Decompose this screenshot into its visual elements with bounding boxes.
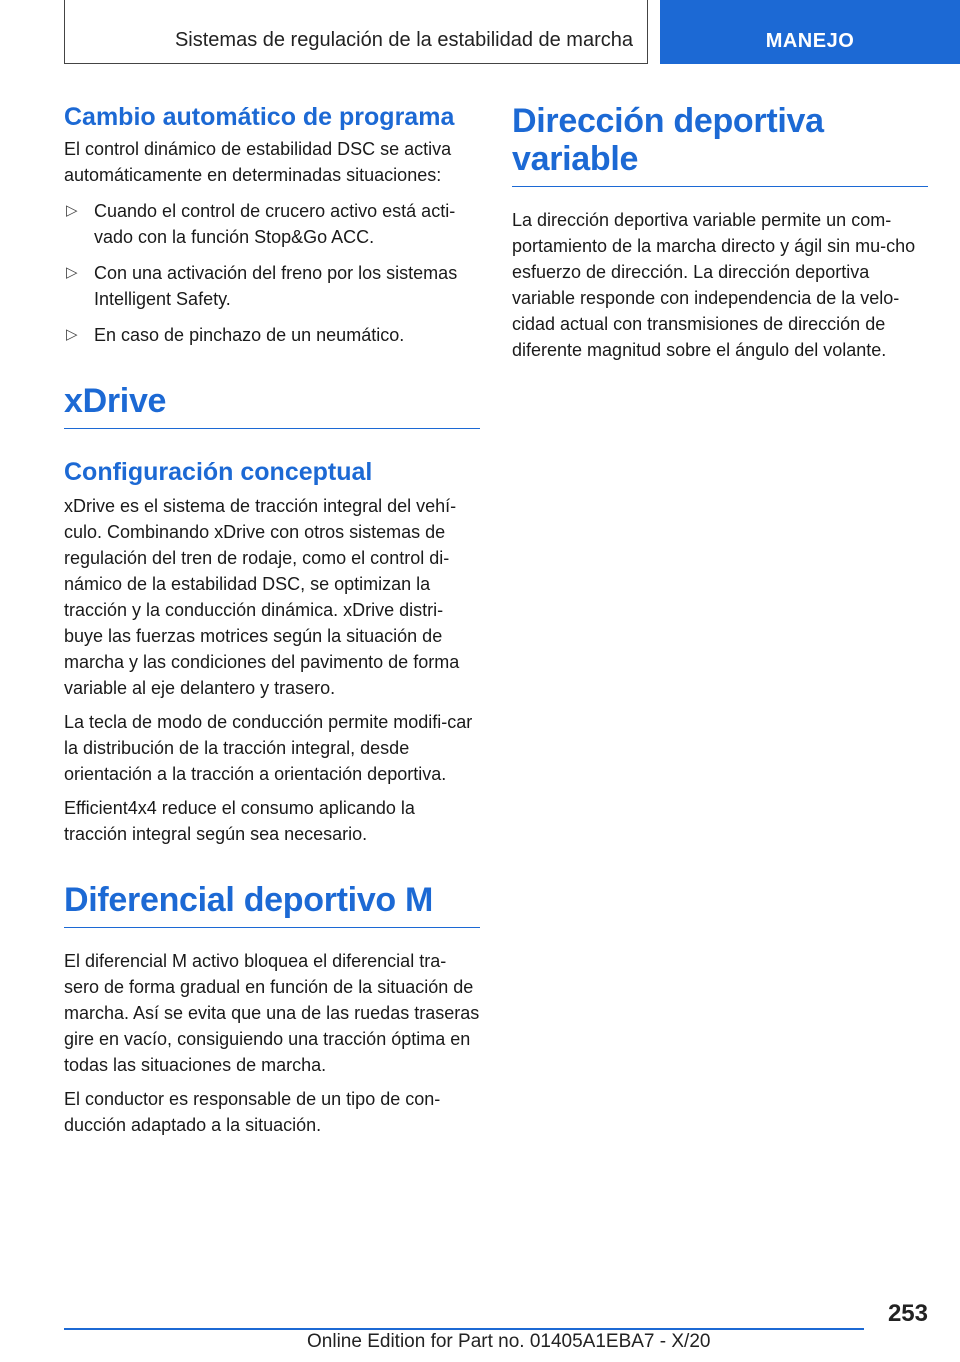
section-heading-direccion: Dirección deportiva variable	[512, 102, 928, 187]
section-heading-cambio: Cambio automático de programa	[64, 103, 455, 131]
list-item: ▷ Con una activación del freno por los sistemas Intelligent Safety.	[64, 260, 480, 312]
bullet-list-cambio	[64, 198, 480, 348]
subheading-configuracion: Configuración conceptual	[64, 458, 373, 486]
header-title-box	[64, 0, 648, 64]
left-column	[64, 102, 480, 1146]
triangle-right-icon: ▷	[66, 326, 78, 343]
header-title: Sistemas de regulación de la estabilidad de marcha	[174, 29, 633, 51]
list-item: ▷ En caso de pinchazo de un neumático.	[64, 322, 480, 348]
paragraph-diferencial-1: El diferencial M activo bloquea el diferencial tra-sero de forma gradual en función de la situación de marcha. Así se evita que una de las ruedas traseras gire en vacío, consiguiendo una tracción óptima en todas las situaciones de marcha.	[64, 951, 480, 1075]
paragraph-direccion: La dirección deportiva variable permite un com-portamiento de la marcha directo y ágil sin mu-cho esfuerzo de dirección. La dirección deportiva variable responde con independencia de la velo-cidad actual con transmisiones de dirección de diferente magnitud sobre el ángulo del volante.	[512, 210, 916, 360]
section-heading-xdrive: xDrive	[64, 382, 480, 429]
list-item: ▷ Cuando el control de crucero activo está acti-vado con la función Stop&Go ACC.	[64, 198, 480, 250]
triangle-right-icon: ▷	[66, 264, 78, 281]
paragraph-xdrive-1: xDrive es el sistema de tracción integral del vehí-culo. Combinando xDrive con otros sistemas de regulación del tren de rodaje, como el control di-námico de la estabilidad DSC, se optimizan la tracción y la conducción dinámica. xDrive distri-buye las fuerzas motrices según la situación de marcha y las condiciones del pavimento de forma variable al eje delantero y trasero.	[64, 496, 460, 698]
paragraph-cambio-intro: El control dinámico de estabilidad DSC se activa automáticamente en determinadas situaciones:	[64, 139, 452, 185]
section-tab[interactable]	[660, 0, 960, 64]
paragraph-diferencial-2: El conductor es responsable de un tipo de con-ducción adaptado a la situación.	[64, 1089, 441, 1135]
page-number: 253	[887, 1300, 928, 1327]
section-tab-label: MANEJO	[765, 30, 855, 52]
paragraph-xdrive-2: La tecla de modo de conducción permite modifi-car la distribución de la tracción integral, desde orientación a la tracción a orientación deportiva.	[64, 712, 473, 784]
section-heading-diferencial: Diferencial deportivo M	[64, 881, 480, 928]
triangle-right-icon: ▷	[66, 202, 78, 219]
footer-divider	[64, 1328, 864, 1330]
footer-edition: Online Edition for Part no. 01405A1EBA7 - X/20	[307, 1331, 711, 1352]
right-column	[512, 102, 928, 371]
paragraph-xdrive-3: Efficient4x4 reduce el consumo aplicando la tracción integral según sea necesario.	[64, 798, 415, 844]
